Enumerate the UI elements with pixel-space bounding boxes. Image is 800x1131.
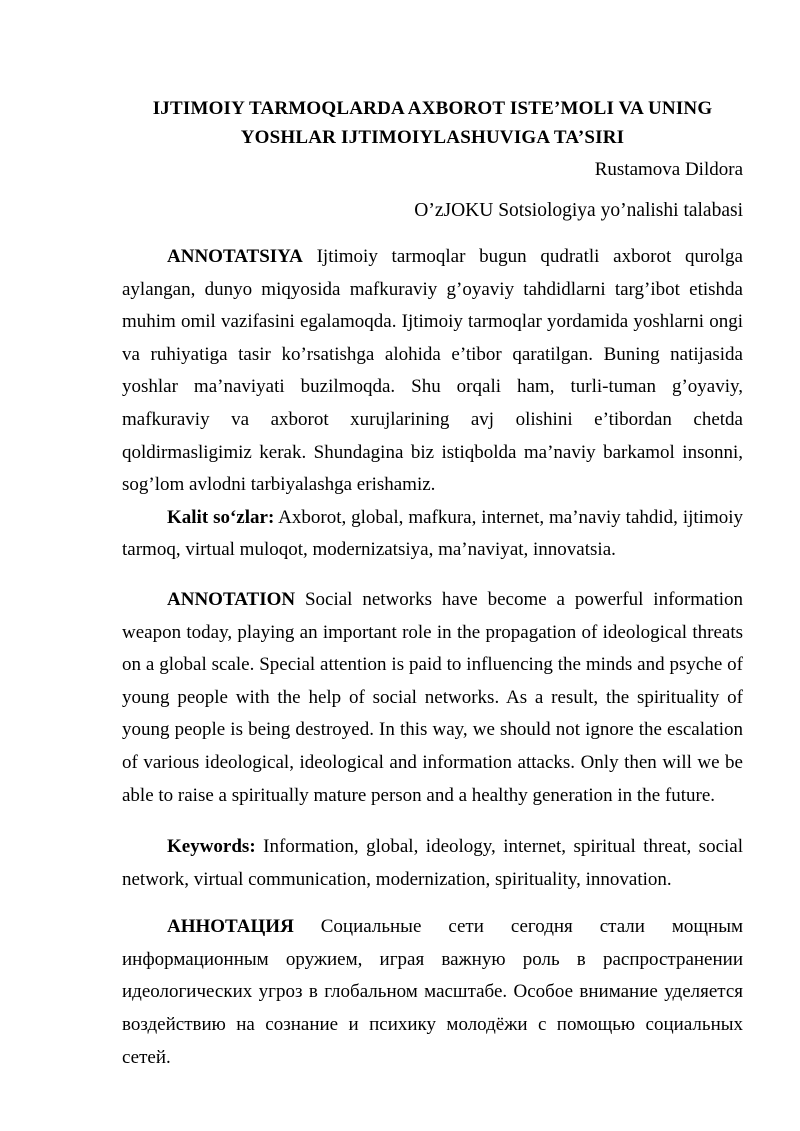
keywords-english bbox=[122, 831, 743, 896]
abstract-uzbek bbox=[122, 241, 743, 502]
abstract-english-text: Social networks have become a powerful information weapon today, playing an important role in the propagation of ideological threats on a global scale. Special attention is paid to influencing the minds and psyche of young people with the help of social networks. As a result, the spirituality of young people is being destroyed. In this way, we should not ignore the escalation of various ideological, ideological and information attacks. Only then will we be able to raise a spiritually mature person and a healthy generation in the future. bbox=[122, 588, 744, 806]
abstract-english-label: ANNOTATION bbox=[167, 588, 296, 610]
keywords-uzbek-label: Kalit so‘zlar: bbox=[167, 506, 275, 528]
keywords-uzbek-text: Axborot, global, mafkura, internet, ma’naviy tahdid, ijtimoiy tarmoq, virtual muloqot, modernizatsiya, ma’naviyat, innovatsia. bbox=[122, 506, 743, 561]
keywords-english-label: Keywords: bbox=[167, 836, 256, 858]
abstract-russian bbox=[122, 911, 743, 1074]
abstract-russian-text: Социальные сети сегодня стали мощным информационным оружием, играя важную роль в распространении идеологических угроз в глобальном масштабе. Особое внимание уделяется воздействию на сознание и психику молодёжи с помощью социальных сетей. bbox=[122, 916, 744, 1068]
author-name: Rustamova Dildora bbox=[594, 159, 743, 180]
abstract-russian-label: АННОТАЦИЯ bbox=[167, 916, 294, 938]
article-title: IJTIMOIY TARMOQLARDA AXBOROT ISTE’MOLI VA UNING YOSHLAR IJTIMOIYLASHUVIGA TA’SIRI bbox=[152, 98, 713, 148]
abstract-english bbox=[122, 584, 743, 812]
author-affiliation: O’zJOKU Sotsiologiya yo’nalishi talabasi bbox=[414, 200, 743, 221]
abstract-uzbek-label: ANNOTATSIYA bbox=[167, 246, 303, 267]
abstract-uzbek-text: Ijtimoiy tarmoqlar bugun qudratli axborot qurolga aylangan, dunyo miqyosida mafkuraviy g’oyaviy tahdidlarni targ’ibot etishda muhim omil vazifasini egalamoqda. Ijtimoiy tarmoqlar yordamida yoshlarni ongi va ruhiyatiga tasir ko’rsatishga alohida e’tibor qaratilgan. Buning natijasida yoshlar ma’naviyati buzilmoqda. Shu orqali ham, turli-tuman g’oyaviy, mafkuraviy va axborot xurujlarining avj olishini e’tibordan chetda qoldirmasligimiz kerak. Shundagina biz istiqbolda ma’naviy barkamol insonni, sog’lom avlodni tarbiyalashga erishamiz. bbox=[122, 246, 743, 496]
keywords-uzbek bbox=[122, 502, 743, 567]
keywords-english-text: Information, global, ideology, internet, spiritual threat, social network, virtual communication, modernization, spirituality, innovation. bbox=[122, 836, 744, 890]
